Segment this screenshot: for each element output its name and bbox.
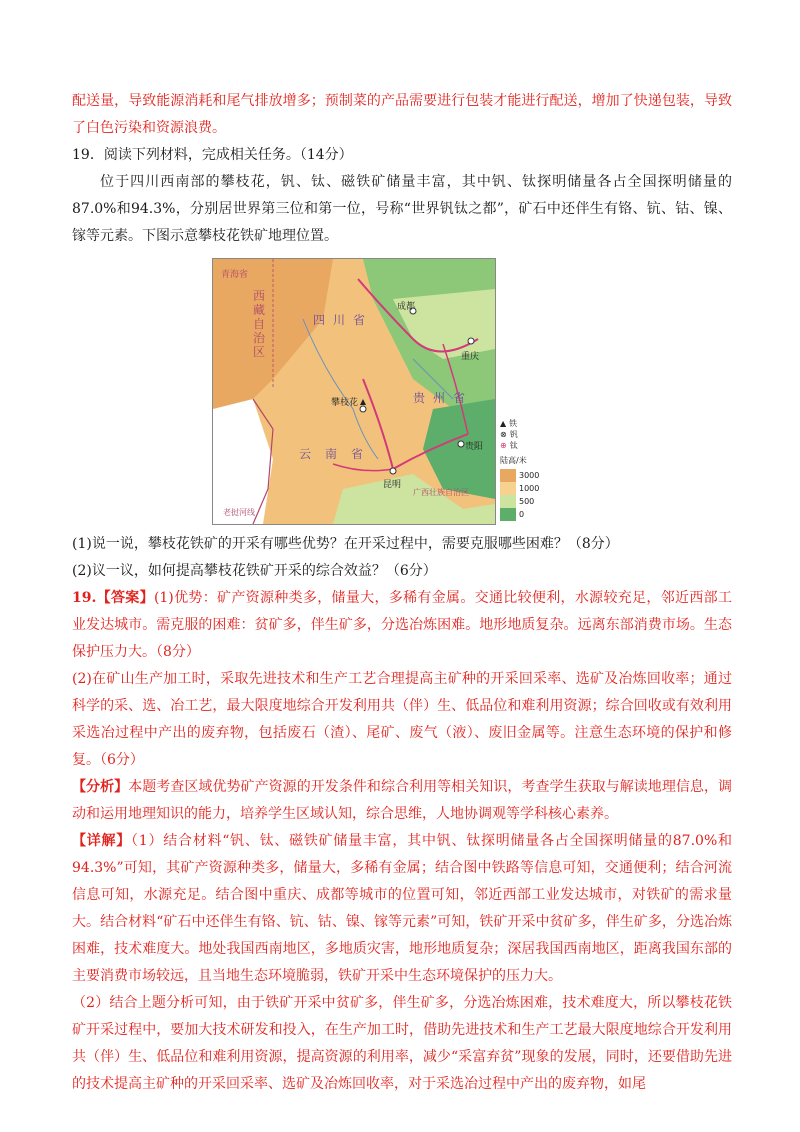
map-label-panzhihua: 攀枝花 bbox=[331, 398, 359, 408]
question-material: 位于四川西南部的攀枝花，钒、钛、磁铁矿储量丰富，其中钒、钛探明储量各占全国探明储量的87.0%和94.3%，分别居世界第三位和第一位，号称“世界钒钛之都”，矿石中还伴生有铬、钪、钴、镍、镓等元素。下图示意攀枝花铁矿地理位置。 bbox=[72, 174, 732, 244]
elevation-scale: 3000 1000 500 0 bbox=[500, 469, 552, 521]
circle-t-icon: ⊕ bbox=[500, 441, 507, 450]
swatch-1000 bbox=[500, 482, 516, 495]
map-label-guizhou: 贵州省 bbox=[413, 391, 474, 405]
swatch-0 bbox=[500, 508, 516, 521]
detail-paragraph-1: 【详解】（1）结合材料“钒、钛、磁铁矿储量丰富，其中钒、钛探明储量各占全国探明储量的87.0%和94.3%”可知，其矿产资源种类多，储量大，多稀有金属；结合图中铁路等信息可知，交通便利；结合河流信息可知，水源充足。结合图中重庆、成都等城市的位置可知，邻近西部工业发达城市，对铁矿的需求量大。结合材料“矿石中还伴生有铬、钪、钴、镍、镓等元素”可知，铁矿开采中贫矿多，伴生矿多，分选冶炼困难，技术难度大。地处我国西南地区，多地质灾害，地形地质复杂；深居我国西南地区，距离我国东部的主要消费市场较远，且当地生态环境脆弱，铁矿开采中生态环境保护的压力大。 bbox=[72, 833, 733, 984]
swatch-500 bbox=[500, 495, 516, 508]
document-page bbox=[72, 88, 732, 1098]
swatch-3000 bbox=[500, 469, 516, 482]
map-label-guangxi: 广西壮族自治区 bbox=[413, 488, 469, 497]
map-label-tibet: 西藏自治区 bbox=[253, 289, 266, 359]
map-label-kunming: 昆明 bbox=[383, 480, 402, 490]
map-label-chengdu: 成都 bbox=[397, 302, 416, 312]
map-label-border: 老挝河线 bbox=[223, 508, 255, 517]
legend-vanadium: ⊗ 钒 bbox=[500, 430, 518, 439]
panzhihua-map-figure bbox=[212, 258, 552, 523]
legend-titanium: ⊕ 钛 bbox=[500, 441, 518, 450]
map-legend bbox=[500, 418, 552, 521]
previous-answer-tail: 配送量，导致能源消耗和尾气排放增多；预制菜的产品需要进行包装才能进行配送，增加了快递包装，导致了白色污染和资源浪费。 bbox=[72, 93, 732, 136]
detail-tag: 【详解】 bbox=[72, 833, 132, 849]
map-label-chongqing: 重庆 bbox=[461, 352, 480, 362]
legend-elevation-title: 陆高/米 bbox=[500, 456, 527, 465]
map-label-guiyang: 贵阳 bbox=[465, 442, 484, 452]
detail-paragraph-2: （2）结合上题分析可知，由于铁矿开采中贫矿多，伴生矿多，分选冶炼困难，技术难度大，所以攀枝花铁矿开采过程中，要加大技术研发和投入，在生产加工时，借助先进技术和生产工艺最大限度地综合开发利用共（伴）生、低品位和难利用资源，提高资源的利用率，减少“采富弃贫”现象的发展，同时，还要借助先进的技术提高主矿种的开采回采率、选矿及冶炼回收率，对于采选冶过程中产出的废弃物，如尾 bbox=[72, 995, 732, 1092]
question-header: 19．阅读下列材料，完成相关任务。（14分） bbox=[72, 147, 353, 163]
sub-question-1: (1)说一说，攀枝花铁矿的开采有哪些优势？在开采过程中，需要克服哪些困难？（8分） bbox=[72, 536, 619, 552]
map-label-sichuan: 四川省 bbox=[313, 313, 374, 327]
sub-question-2: (2)议一议，如何提高攀枝花铁矿开采的综合效益？（6分） bbox=[72, 563, 437, 579]
map-label-yunnan: 云南省 bbox=[299, 447, 378, 461]
answer-part-1: 19.【答案】(1)优势：矿产资源种类多，储量大，多稀有金属。交通比较便利，水源较充足，邻近西部工业发达城市。需克服的困难：贫矿多，伴生矿多，分选冶炼困难。地形地质复杂。远离东部消费市场。生态保护压力大。（8分） bbox=[72, 590, 732, 660]
answer-part-2: (2)在矿山生产加工时，采取先进技术和生产工艺合理提高主矿种的开采回采率、选矿及冶炼回收率；通过科学的采、选、冶工艺，最大限度地综合开发利用共（伴）生、低品位和难利用资源；综合回收或有效利用采选冶过程中产出的废弃物，包括废石（渣）、尾矿、废气（液）、废旧金属等。注意生态环境的保护和修复。（6分） bbox=[72, 671, 732, 768]
analysis-tag: 【分析】 bbox=[72, 779, 129, 795]
map-label-qinghai: 青海省 bbox=[221, 270, 249, 280]
triangle-icon: ▲ bbox=[500, 419, 507, 428]
map-image bbox=[212, 258, 496, 525]
circle-v-icon: ⊗ bbox=[500, 430, 507, 439]
legend-iron: ▲ 铁 bbox=[500, 419, 518, 428]
answer-tag: 19.【答案】 bbox=[72, 590, 154, 606]
analysis-paragraph: 【分析】本题考查区域优势矿产资源的开发条件和综合利用等相关知识，考查学生获取与解读地理信息，调动和运用地理知识的能力，培养学生区域认知，综合思维，人地协调观等学科核心素养。 bbox=[72, 779, 733, 822]
